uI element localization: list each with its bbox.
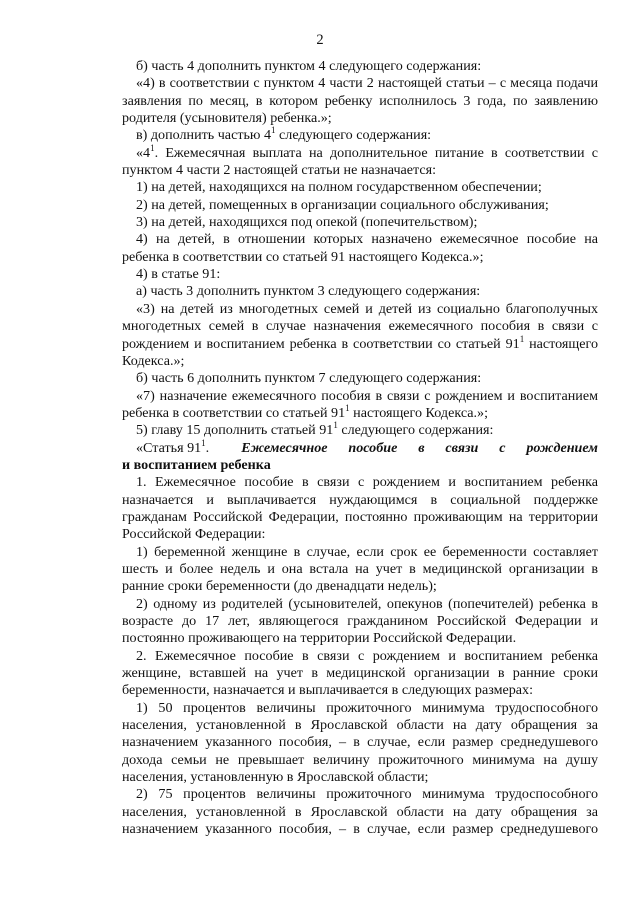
text-fragment: следующего содержания:	[337, 422, 494, 439]
superscript: 1	[345, 402, 350, 413]
text-fragment: «7) назначение ежемесячного пособия в связи с рождением и воспитанием ребенка в соответствии со статьей 91	[122, 387, 598, 421]
text-fragment: «4	[136, 144, 151, 161]
text-fragment: настоящего Кодекса.»;	[122, 335, 598, 369]
paragraph: б) часть 6 дополнить пунктом 7 следующего содержания:	[136, 370, 482, 387]
paragraph	[122, 127, 598, 144]
text-fragment: . Ежемесячная выплата на дополнительное питание в соответствии с пунктом 4 части 2 настоящей статьи не назначается:	[122, 144, 598, 179]
paragraph: а) часть 3 дополнить пунктом 3 следующего содержания:	[136, 283, 481, 300]
paragraph: 4) на детей, в отношении которых назначено ежемесячное пособие на ребенка в соответствии со статьей 91 настоящего Кодекса.»;	[122, 231, 598, 265]
title-word: рождением	[526, 439, 598, 456]
superscript: 1	[333, 420, 338, 431]
paragraph: «4) в соответствии с пунктом 4 части 2 настоящей статьи – с месяца подачи заявления по месяц, в котором ребенку исполнилось 3 года, по заявлению родителя (усыновителя) ребенка.»;	[122, 75, 598, 127]
paragraph: 4) в статье 91:	[136, 266, 221, 283]
page-number: 2	[316, 32, 324, 48]
paragraph: 1. Ежемесячное пособие в связи с рождением и воспитанием ребенка назначается и выплачивается нуждающимся в социальной поддержке гражданам Российской Федерации, постоянно проживающим на территории Российской Федерации:	[122, 474, 598, 543]
superscript: 1	[150, 142, 155, 153]
paragraph: 1) беременной женщине в случае, если срок ее беременности составляет шесть и более недель и она встала на учет в медицинской организации в ранние сроки беременности (до двенадцати недель);	[122, 543, 598, 595]
title-word: пособие	[348, 439, 398, 456]
text-fragment: в) дополнить частью 4	[136, 127, 272, 144]
article-title	[122, 437, 598, 457]
paragraph: 3) на детей, находящихся под опекой (попечительством);	[136, 214, 478, 231]
paragraph: 1) 50 процентов величины прожиточного минимума трудоспособного населения, установленной в Ярославской области на дату обращения за назначением указанного пособия, – в случае, если размер среднедушевого дохода семьи не превышает величину прожиточного минимума на душу населения, установленную в Ярославской области;	[122, 699, 598, 786]
paragraph	[122, 422, 598, 439]
text-fragment: «Статья 91	[136, 439, 202, 456]
article-title-continuation: и воспитанием ребенка	[122, 456, 271, 473]
paragraph	[122, 142, 598, 180]
paragraph: 2) одному из родителей (усыновителей, опекунов (попечителей) ребенка в возрасте до 17 лет, являющегося гражданином Российской Федерации и постоянно проживающего на территории Российской Федерации.	[122, 595, 598, 647]
title-word: в	[418, 439, 425, 456]
paragraph: 2. Ежемесячное пособие в связи с рождением и воспитанием ребенка женщине, вставшей на учет в медицинской организации в ранние сроки беременности, назначается и выплачивается в следующих размерах:	[122, 647, 598, 699]
paragraph: 2) 75 процентов величины прожиточного минимума трудоспособного населения, установленной в Ярославской области на дату обращения за назначением указанного пособия, – в случае, если размер среднедушевого	[122, 786, 598, 838]
title-word: связи	[445, 439, 479, 456]
text-fragment: «3) на детей из многодетных семей и детей из социально благополучных многодетных семей в случае назначения ежемесячного пособия в связи с рождением и воспитанием ребенка в соответствии со статьей 91	[122, 300, 598, 352]
text-fragment: следующего содержания:	[275, 127, 432, 144]
superscript: 1	[271, 125, 276, 136]
article-label	[122, 437, 210, 457]
superscript: 1	[519, 333, 525, 344]
paragraph	[122, 301, 598, 370]
superscript: 1	[201, 437, 206, 448]
text-fragment: 5) главу 15 дополнить статьей 91	[136, 422, 334, 439]
document-body	[122, 58, 598, 838]
title-word: с	[499, 439, 506, 456]
paragraph: 1) на детей, находящихся на полном государственном обеспечении;	[136, 179, 542, 196]
text-fragment: .	[205, 439, 210, 456]
text-fragment: настоящего Кодекса.»;	[349, 404, 488, 421]
paragraph	[122, 388, 598, 423]
title-word: Ежемесячное	[241, 439, 328, 456]
paragraph: 2) на детей, помещенных в организации социального обслуживания;	[136, 196, 549, 213]
paragraph: б) часть 4 дополнить пунктом 4 следующего содержания:	[136, 58, 482, 74]
article-title-words	[209, 440, 598, 457]
